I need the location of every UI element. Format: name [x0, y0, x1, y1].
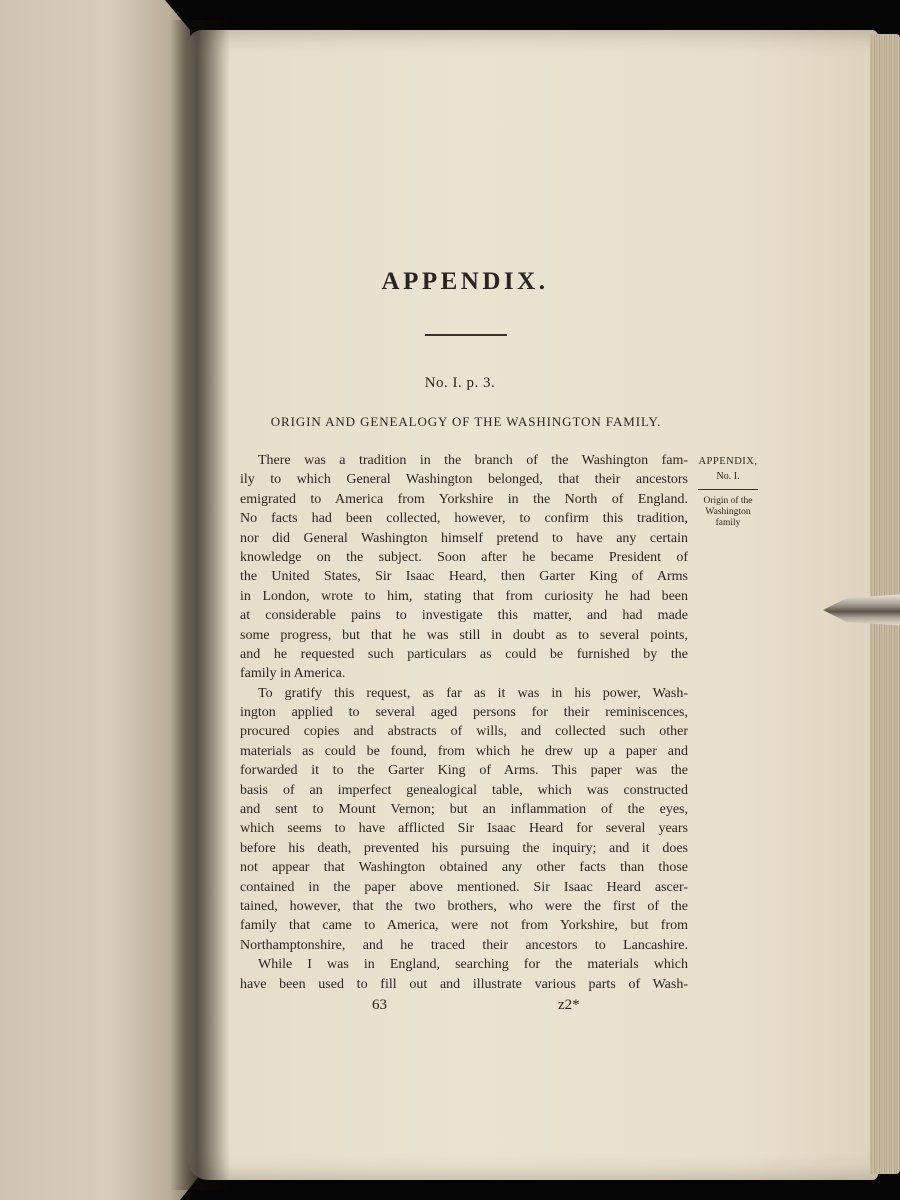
margin-note-rule: [698, 489, 758, 490]
text-line: materials as could be found, from which he drew up a paper and: [240, 743, 688, 759]
text-line: ily to which General Washington belonged, that their ancestors: [240, 472, 688, 488]
text-line: ington applied to several aged persons for their reminiscences,: [240, 705, 688, 721]
text-line: at considerable pains to investigate this matter, and had made: [240, 608, 688, 624]
section-heading: ORIGIN AND GENEALOGY OF THE WASHINGTON FAMILY.: [270, 414, 662, 429]
text-line: forwarded it to the Garter King of Arms. This paper was the: [240, 763, 688, 779]
text-line: procured copies and abstracts of wills, and collected such other: [240, 724, 688, 740]
page-number: 63: [372, 997, 387, 1013]
text-line: knowledge on the subject. Soon after he became President of: [240, 549, 688, 565]
text-line: emigrated to America from Yorkshire in the North of England.: [240, 491, 688, 507]
text-line: While I was in England, searching for the materials which: [258, 957, 688, 973]
text-line: which seems to have afflicted Sir Isaac Heard for several years: [240, 821, 688, 837]
text-line: not appear that Washington obtained any other facts than those: [240, 860, 688, 876]
title-rule: [425, 334, 507, 336]
signature-mark: z2*: [558, 997, 580, 1013]
text-line: family in America.: [240, 666, 346, 682]
margin-note-label: family: [715, 518, 741, 528]
text-line: Northamptonshire, and he traced their ancestors to Lancashire.: [240, 937, 688, 953]
text-line: in London, wrote to him, stating that from curiosity he had been: [240, 588, 688, 604]
text-line: tained, however, that the two brothers, who were the first of the: [240, 898, 688, 914]
text-line: and sent to Mount Vernon; but an inflammation of the eyes,: [240, 802, 688, 818]
section-reference: No. I. p. 3.: [424, 375, 496, 391]
text-line: family that came to America, were not from Yorkshire, but from: [240, 918, 688, 934]
text-line: before his death, prevented his pursuing the inquiry; and it does: [240, 840, 688, 856]
margin-note: [694, 455, 762, 529]
text-line: No facts had been collected, however, to confirm this tradition,: [240, 511, 688, 527]
margin-note-label: Washington: [705, 507, 751, 517]
text-line: some progress, but that he was still in doubt as to several points,: [240, 627, 688, 643]
margin-note-label: Origin of the: [703, 496, 753, 506]
text-line: and he requested such particulars as could be furnished by the: [240, 646, 688, 662]
text-line: basis of an imperfect genealogical table, which was constructed: [240, 782, 688, 798]
book-gutter: [170, 20, 230, 1190]
text-line: have been used to fill out and illustrate various parts of Wash-: [240, 976, 688, 992]
margin-note-title: APPENDIX,: [698, 456, 758, 467]
body-text: [240, 451, 688, 994]
text-line: There was a tradition in the branch of the Washington fam-: [258, 453, 688, 468]
text-line: To gratify this request, as far as it was in his power, Wash-: [258, 685, 688, 701]
text-line: contained in the paper above mentioned. Sir Isaac Heard ascer-: [240, 879, 688, 895]
text-line: the United States, Sir Isaac Heard, then Garter King of Arms: [240, 569, 688, 585]
text-line: nor did General Washington himself pretend to have any certain: [240, 530, 688, 546]
margin-note-number: No. I.: [716, 471, 740, 482]
page-title: APPENDIX.: [381, 268, 549, 295]
